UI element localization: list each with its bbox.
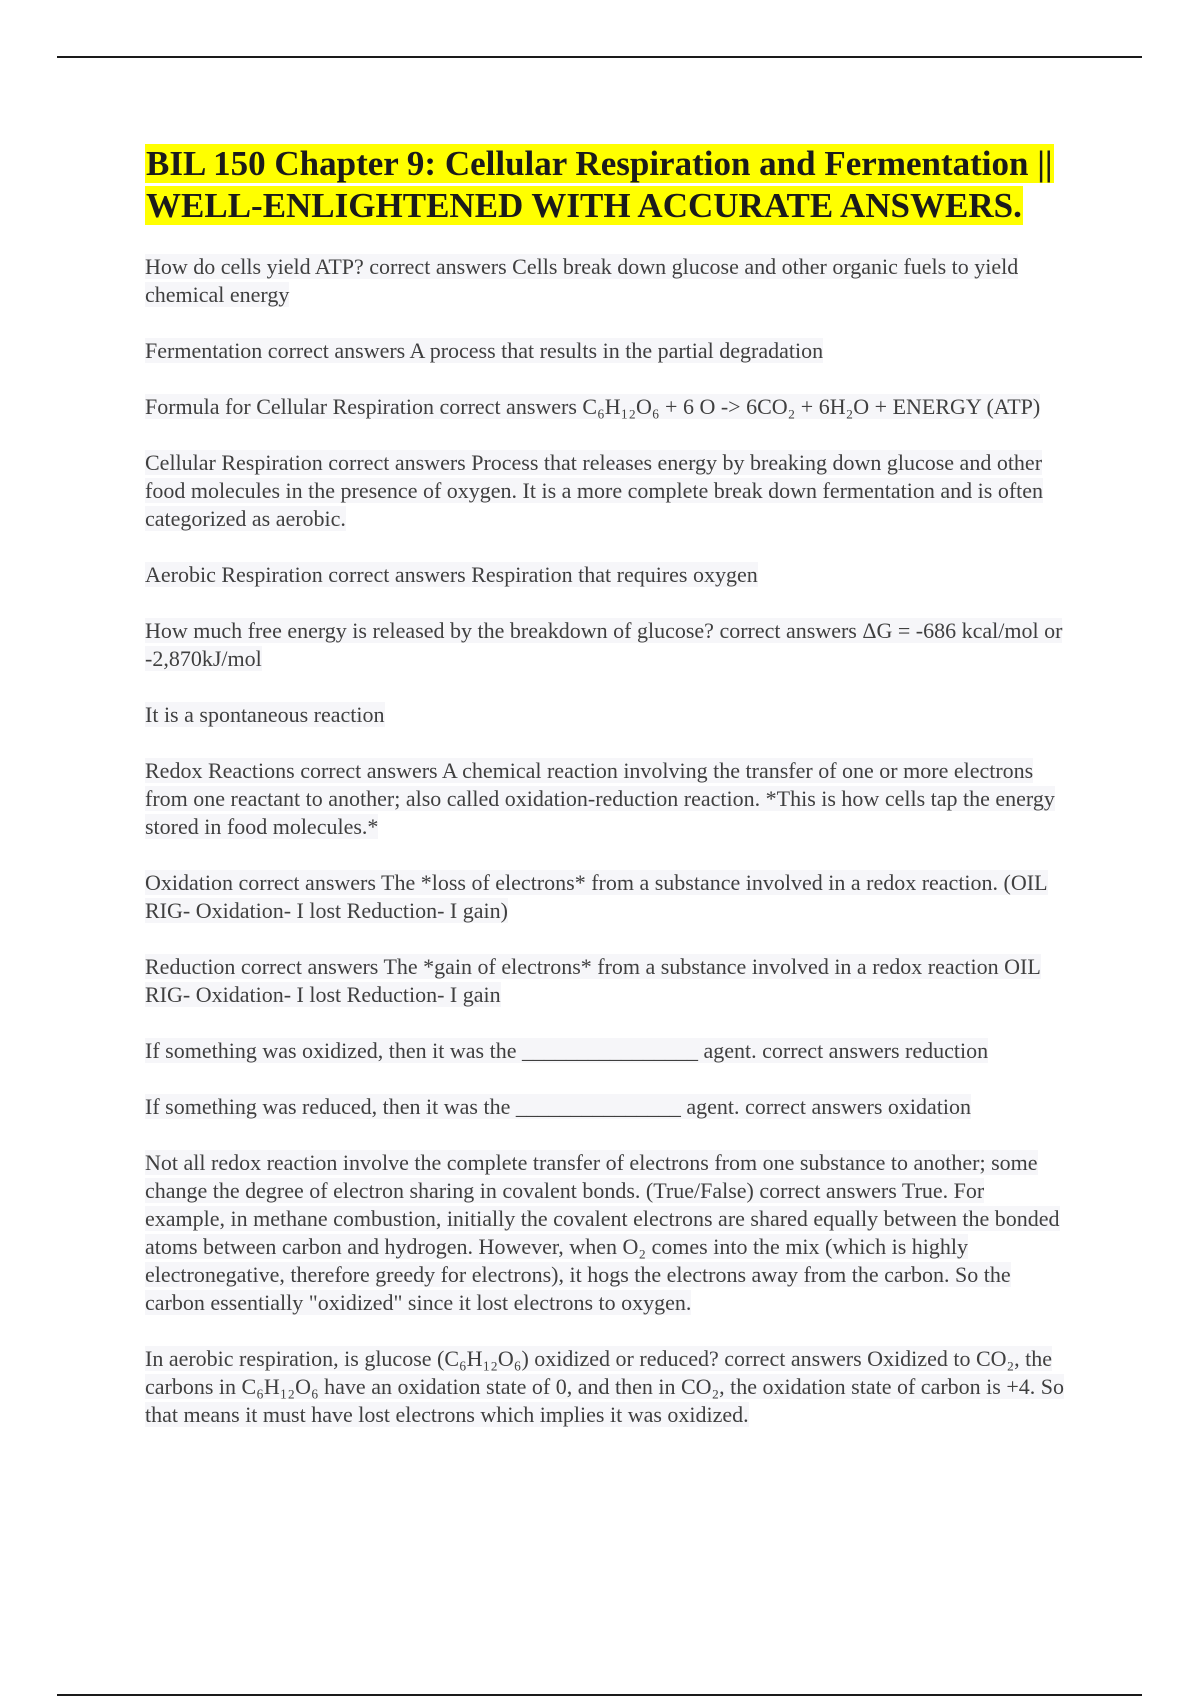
paragraph-reduced-agent: If something was reduced, then it was the _______________ agent. correct answers oxidation xyxy=(145,1094,972,1119)
paragraph-aerobic-respiration: Aerobic Respiration correct answers Respiration that requires oxygen xyxy=(145,562,758,587)
paragraph-atp-yield: How do cells yield ATP? correct answers Cells break down glucose and other organic fuels to yield chemical energy xyxy=(145,254,1019,307)
paragraph-respiration-formula: Formula for Cellular Respiration correct answers C₆H₁₂O₆ + 6 O -> 6CO₂ + 6H₂O + ENERGY (ATP) xyxy=(145,394,1041,419)
paragraph-free-energy: How much free energy is released by the breakdown of glucose? correct answers ΔG = -686 kcal/mol or -2,870kJ/mol xyxy=(145,618,1063,671)
paragraph-redox-reactions: Redox Reactions correct answers A chemical reaction involving the transfer of one or more electrons from one reactant to another; also called oxidation-reduction reaction. *This is how cells tap the energy stored in food molecules.* xyxy=(145,758,1055,839)
paragraph-oxidation: Oxidation correct answers The *loss of electrons* from a substance involved in a redox reaction. (OIL RIG- Oxidation- I lost Reduction- I gain) xyxy=(145,870,1048,923)
paragraph-reduction: Reduction correct answers The *gain of electrons* from a substance involved in a redox reaction OIL RIG- Oxidation- I lost Reduction- I gain xyxy=(145,954,1041,1007)
footer-rule xyxy=(57,1694,1142,1696)
document-body xyxy=(145,143,1065,1457)
paragraph-fermentation: Fermentation correct answers A process that results in the partial degradation xyxy=(145,338,824,363)
paragraph-spontaneous: It is a spontaneous reaction xyxy=(145,702,385,727)
paragraph-glucose-oxidized: In aerobic respiration, is glucose (C₆H₁₂O₆) oxidized or reduced? correct answers Oxidized to CO₂, the carbons in C₆H₁₂O₆ have an oxidation state of 0, and then in CO₂, the oxidation state of carbon is +4. So that means it must have lost electrons which implies it was oxidized. xyxy=(145,1346,1064,1427)
title-highlight: BIL 150 Chapter 9: Cellular Respiration and Fermentation || WELL-ENLIGHTENED WITH ACCURATE ANSWERS. xyxy=(146,144,1053,225)
paragraph-oxidized-agent: If something was oxidized, then it was the ________________ agent. correct answers reduction xyxy=(145,1038,989,1063)
header-rule xyxy=(57,56,1142,58)
document-title xyxy=(145,143,1065,227)
paragraph-electron-sharing: Not all redox reaction involve the complete transfer of electrons from one substance to another; some change the degree of electron sharing in covalent bonds. (True/False) correct answers True. For example, in methane combustion, initially the covalent electrons are shared equally between the bonded atoms between carbon and hydrogen. However, when O₂ comes into the mix (which is highly electronegative, therefore greedy for electrons), it hogs the electrons away from the carbon. So the carbon essentially "oxidized" since it lost electrons to oxygen. xyxy=(145,1150,1060,1315)
paragraph-cellular-respiration: Cellular Respiration correct answers Process that releases energy by breaking down glucose and other food molecules in the presence of oxygen. It is a more complete break down fermentation and is often categorized as aerobic. xyxy=(145,450,1044,531)
